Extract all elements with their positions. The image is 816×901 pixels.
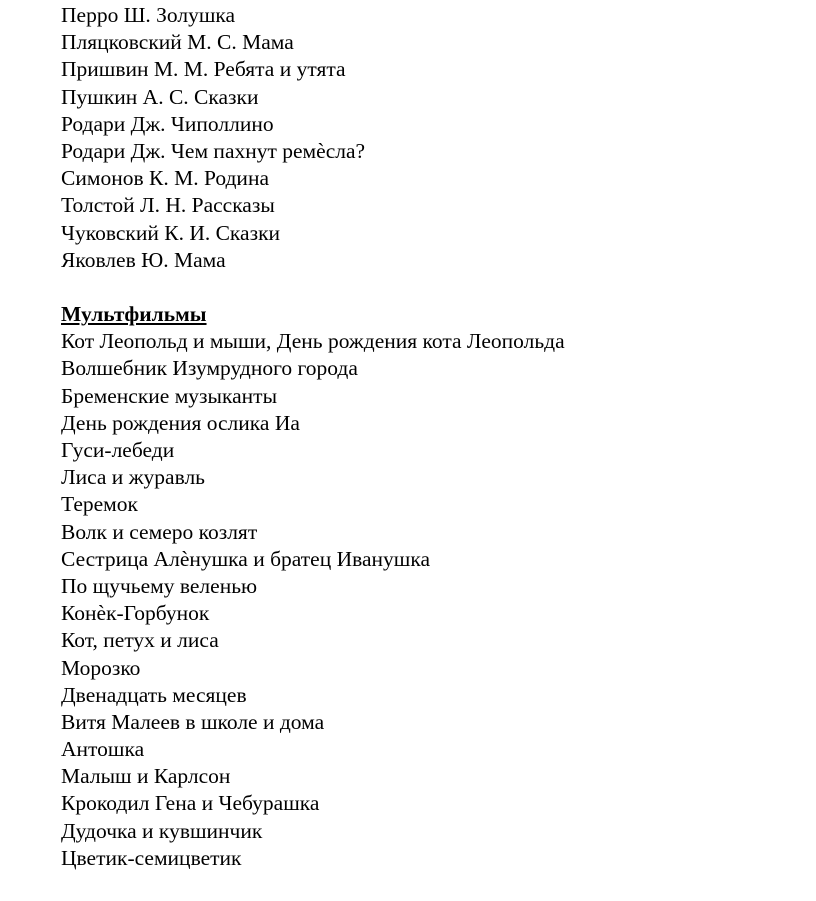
book-item: Родари Дж. Чем пахнут ремѐсла? — [61, 138, 366, 163]
cartoon-item: Антошка — [61, 737, 145, 762]
cartoon-item: Конѐк-Горбунок — [61, 601, 210, 626]
cartoon-item: Кот Леопольд и мыши, День рождения кота Леопольда — [61, 329, 565, 354]
cartoon-item: Волк и семеро козлят — [61, 519, 258, 544]
cartoon-item: Бременские музыканты — [61, 383, 278, 408]
cartoons-section — [61, 301, 801, 872]
book-item: Пушкин А. С. Сказки — [61, 84, 259, 109]
cartoon-item: Волшебник Изумрудного города — [61, 356, 358, 381]
book-item: Пляцковский М. С. Мама — [61, 30, 294, 55]
cartoon-item: Кот, петух и лиса — [61, 628, 219, 653]
cartoon-item: По щучьему веленью — [61, 573, 258, 598]
document-page — [61, 2, 801, 872]
cartoon-item: Лиса и журавль — [61, 465, 205, 490]
book-item: Родари Дж. Чиполлино — [61, 111, 274, 136]
cartoon-item: Теремок — [61, 492, 138, 517]
cartoon-item: День рождения ослика Иа — [61, 410, 300, 435]
cartoons-heading: Мультфильмы — [61, 302, 207, 327]
cartoon-item: Цветик-семицветик — [61, 845, 242, 870]
cartoon-item: Дудочка и кувшинчик — [61, 818, 263, 843]
book-item: Перро Ш. Золушка — [61, 3, 236, 27]
book-item: Симонов К. М. Родина — [61, 166, 269, 191]
cartoon-item: Малыш и Карлсон — [61, 764, 231, 789]
cartoon-item: Морозко — [61, 655, 141, 680]
cartoon-item: Крокодил Гена и Чебурашка — [61, 791, 320, 816]
cartoon-item: Витя Малеев в школе и дома — [61, 709, 325, 734]
book-item: Пришвин М. М. Ребята и утята — [61, 57, 346, 82]
cartoon-item: Двенадцать месяцев — [61, 682, 247, 707]
book-item: Яковлев Ю. Мама — [61, 247, 226, 272]
cartoon-item: Сестрица Алѐнушка и братец Иванушка — [61, 546, 430, 571]
section-spacer — [61, 274, 801, 301]
book-item: Чуковский К. И. Сказки — [61, 220, 281, 245]
book-list — [61, 2, 801, 274]
cartoon-item: Гуси-лебеди — [61, 438, 175, 462]
book-item: Толстой Л. Н. Рассказы — [61, 193, 275, 218]
